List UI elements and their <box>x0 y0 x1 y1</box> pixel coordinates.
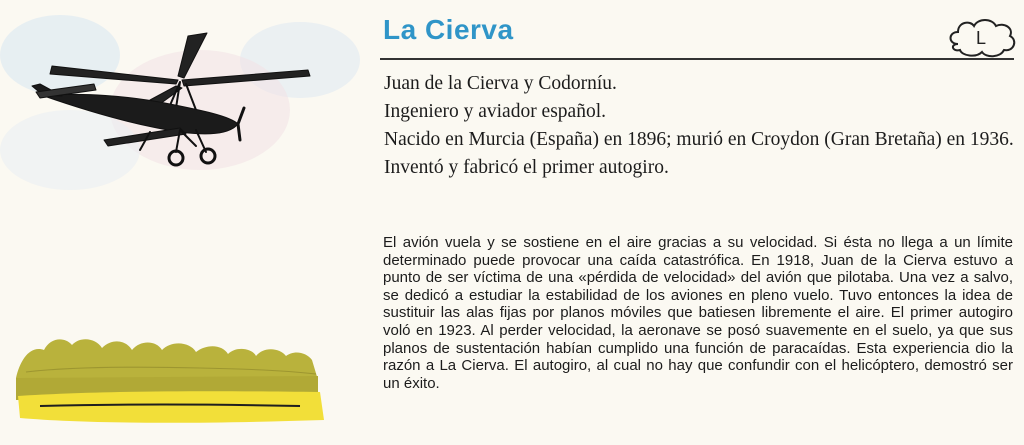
biography <box>384 70 1014 182</box>
bio-invention: Inventó y fabricó el primer autogiro. <box>384 157 669 178</box>
illustration-panel <box>0 0 360 445</box>
body-paragraph: El avión vuela y se sostiene en el aire gracias a su velocidad. Si ésta no llega a un límite determinado puede provocar una caída catastrófica. En 1918, Juan de la Cierva estuvo a punto de ser víctima de una «pérdida de velocidad» del avión que pilotaba. Una vez a salvo, se dedicó a estudiar la estabilidad de los aviones en pleno vuelo. Tuvo entonces la idea de sustituir las alas fijas por planos móviles que batiesen libremente el aire. El primer autogiro voló en 1923. Al perder velocidad, la aeronave se posó suavemente en el suelo, ya que sus planos de sustentación habían cumplido una función de paracaídas. Esta experiencia dio la razón a La Cierva. El autogiro, al cual no hay que confundir con el helicóptero, demostró ser un éxito. <box>383 234 1013 392</box>
title-rule <box>380 58 1014 60</box>
badge-letter: L <box>975 28 987 48</box>
bio-profession: Ingeniero y aviador español. <box>384 101 607 122</box>
cloud-badge-icon <box>944 14 1018 60</box>
trees-illustration <box>16 339 324 423</box>
bio-name: Juan de la Cierva y Codorníu. <box>384 73 617 94</box>
page-title: La Cierva <box>383 14 514 45</box>
bio-dates: Nacido en Murcia (España) en 1896; murió en Croydon (Gran Bretaña) en 1936. <box>384 129 1014 150</box>
